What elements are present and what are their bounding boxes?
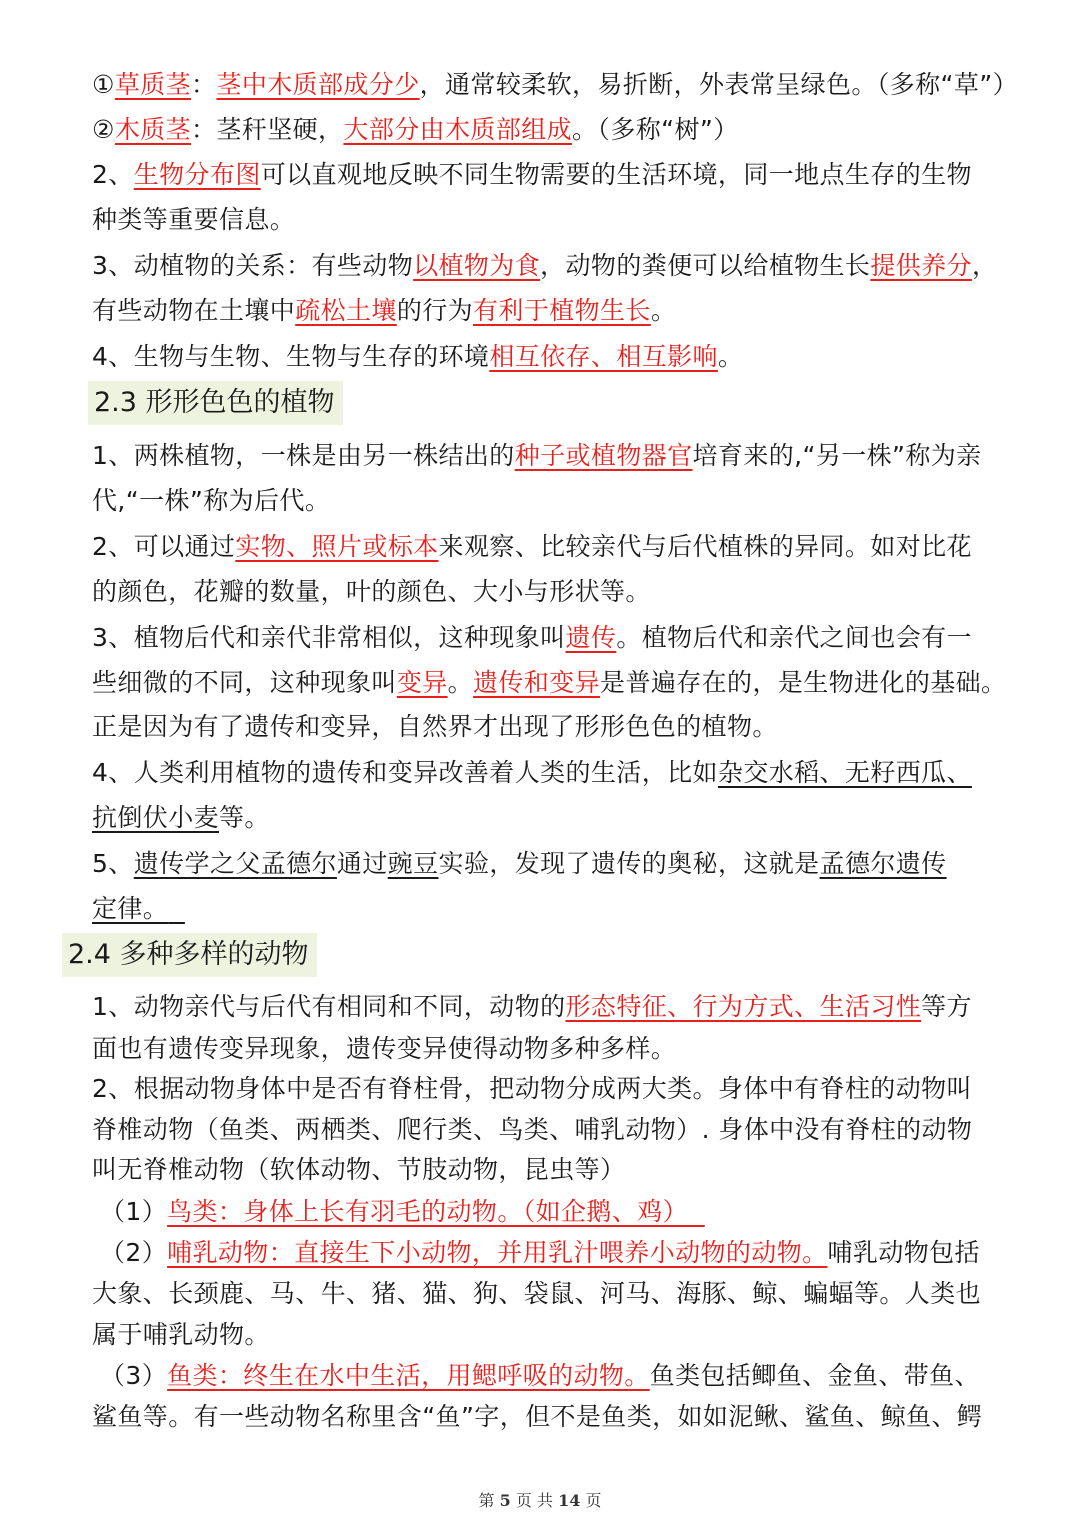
text: 可以直观地反映不同生物需要的生活环境，同一地点生存的生物 (260, 160, 972, 189)
key-term: 实物、照片或标本 (235, 532, 439, 561)
text: ： (191, 70, 217, 99)
text-line (92, 249, 997, 283)
text-line (92, 575, 651, 609)
text-line (92, 1072, 972, 1106)
text: 有些动物在土壤中 (92, 296, 296, 325)
text: ，动物的粪便可以给植物生长 (540, 251, 871, 280)
key-term: 提供养分 (870, 251, 972, 280)
key-term: 草质茎 (114, 70, 192, 99)
text-line (92, 1277, 981, 1311)
key-term: 抗倒伏小麦 (92, 803, 220, 832)
text: ：茎秆坚硬， (191, 115, 344, 144)
text-line (92, 621, 972, 655)
text: 。（多称“树”） (572, 115, 739, 144)
key-term: 以植物为食 (413, 251, 541, 280)
text-line (92, 666, 1006, 700)
text: 的行为 (396, 296, 474, 325)
page-footer (0, 1488, 1080, 1511)
footer-text: 页 (585, 1491, 602, 1510)
footer-text: 第 (478, 1491, 495, 1510)
section-heading: 2.4 多种多样的动物 (62, 933, 317, 977)
text: 面也有遗传变异现象，遗传变异使得动物多种多样。 (92, 1034, 677, 1063)
text: 实验，发现了遗传的奥秘，这就是 (438, 849, 820, 878)
text: 等方 (921, 992, 972, 1021)
text: 2、 (92, 160, 134, 189)
key-term: 木质茎 (114, 115, 192, 144)
text: 是普遍存在的，是生物进化的基础。 (600, 668, 1007, 697)
key-term: 大部分由木质部组成 (343, 115, 573, 144)
text: 的颜色，花瓣的数量，叶的颜色、大小与形状等。 (92, 577, 651, 606)
text: 鱼类包括鲫鱼、金鱼、带鱼、 (649, 1361, 980, 1390)
text-line (92, 1113, 972, 1147)
key-term: 遗传 (565, 623, 617, 652)
text: 4、人类利用植物的遗传和变异改善着人类的生活，比如 (92, 758, 718, 787)
text-line (92, 439, 982, 473)
text: 些细微的不同，这种现象叫 (92, 668, 397, 697)
page-number: 5 (499, 1491, 511, 1510)
underline-blank (168, 894, 185, 923)
text: 3、植物后代和亲代非常相似，这种现象叫 (92, 623, 566, 652)
text-line (100, 1359, 980, 1393)
text: 。 (650, 296, 677, 325)
text: 叫无脊椎动物（软体动物、节肢动物，昆虫等） (92, 1155, 626, 1184)
text: 5、 (92, 849, 134, 878)
text-line (92, 484, 330, 518)
text: ， (971, 251, 998, 280)
key-term: 遗传学之父孟德尔 (133, 849, 337, 878)
text: 种类等重要信息。 (92, 205, 296, 234)
text: ，通常较柔软，易折断，外表常呈绿色。（多称“草”） (419, 70, 1019, 99)
text-line (92, 340, 743, 374)
text: 2、可以通过 (92, 532, 236, 561)
text-line (92, 756, 972, 790)
key-term: 遗传和变异 (473, 668, 601, 697)
text: 脊椎动物（鱼类、两栖类、爬行类、鸟类、哺乳动物）. 身体中没有脊柱的动物 (92, 1115, 973, 1144)
text-line (92, 990, 972, 1024)
text: 。植物后代和亲代之间也会有一 (616, 623, 972, 652)
text-line (100, 1195, 705, 1229)
text-line (92, 158, 972, 192)
text: 培育来的,“另一株”称为亲 (692, 441, 982, 470)
text: （2） (100, 1238, 168, 1267)
text-line (92, 294, 676, 328)
key-term: 。 (497, 1197, 523, 1226)
text-line (92, 530, 972, 564)
key-term: （如企鹅、鸡） (522, 1197, 689, 1226)
text-line (92, 1318, 270, 1352)
text: 属于哺乳动物。 (92, 1320, 270, 1349)
text: （3） (100, 1361, 168, 1390)
text-line (92, 203, 295, 237)
text-line (92, 1032, 676, 1066)
text: 哺乳动物包括 (827, 1238, 980, 1267)
key-term: 鱼类：终生在水中生活，用鳃呼吸的动物。 (167, 1361, 650, 1390)
key-term: 有利于植物生长 (473, 296, 651, 325)
text: ② (92, 115, 115, 144)
text: 鲨鱼等。有一些动物名称里含“鱼”字，但不是鱼类，如如泥鳅、鲨鱼、鲸鱼、鳄 (92, 1402, 983, 1431)
key-term: 生物分布图 (133, 160, 261, 189)
text-line (92, 847, 947, 881)
text: 通过 (336, 849, 388, 878)
page-total: 14 (558, 1491, 581, 1510)
text: 4、生物与生物、生物与生存的环境 (92, 342, 490, 371)
text-line (92, 113, 739, 147)
key-term: 形态特征、行为方式、生活习性 (565, 992, 922, 1021)
text: 1、动物亲代与后代有相同和不同，动物的 (92, 992, 566, 1021)
text: ① (92, 70, 115, 99)
key-term: 豌豆 (387, 849, 439, 878)
text: 2、根据动物身体中是否有脊柱骨，把动物分成两大类。身体中有脊柱的动物叫 (92, 1074, 972, 1103)
key-term: 相互依存、相互影响 (489, 342, 718, 371)
key-term: 种子或植物器官 (514, 441, 693, 470)
text: 代,“一株”称为后代。 (92, 486, 331, 515)
text: （1） (100, 1197, 168, 1226)
text-line (92, 710, 778, 744)
text: 来观察、比较亲代与后代植株的异同。如对比花 (438, 532, 972, 561)
key-term: 鸟类：身体上长有羽毛的动物 (167, 1197, 498, 1226)
key-term: 孟德尔遗传 (819, 849, 947, 878)
text-line (92, 1400, 982, 1434)
text-line (92, 892, 185, 926)
key-term: 定律。 (92, 894, 169, 923)
text: 正是因为有了遗传和变异，自然界才出现了形形色色的植物。 (92, 712, 778, 741)
text: 等。 (219, 803, 270, 832)
key-term: 杂交水稻、无籽西瓜、 (717, 758, 972, 787)
text: 3、动植物的关系：有些动物 (92, 251, 414, 280)
text-line (92, 68, 1018, 102)
text-line (92, 801, 270, 835)
section-heading: 2.3 形形色色的植物 (88, 381, 343, 425)
text: 大象、长颈鹿、马、牛、猪、猫、狗、袋鼠、河马、海豚、鲸、蝙蝠等。人类也 (92, 1279, 982, 1308)
underline-blank (688, 1197, 705, 1226)
footer-text: 页 共 (515, 1491, 553, 1510)
text: 1、两株植物，一株是由另一株结出的 (92, 441, 515, 470)
key-term: 变异 (396, 668, 448, 697)
text: 。 (447, 668, 474, 697)
text-line (100, 1236, 980, 1270)
key-term: 疏松土壤 (295, 296, 397, 325)
text: 。 (717, 342, 744, 371)
key-term: 茎中木质部成分少 (216, 70, 420, 99)
key-term: 哺乳动物：直接生下小动物，并用乳汁喂养小动物的动物。 (167, 1238, 828, 1267)
text-line (92, 1153, 625, 1187)
